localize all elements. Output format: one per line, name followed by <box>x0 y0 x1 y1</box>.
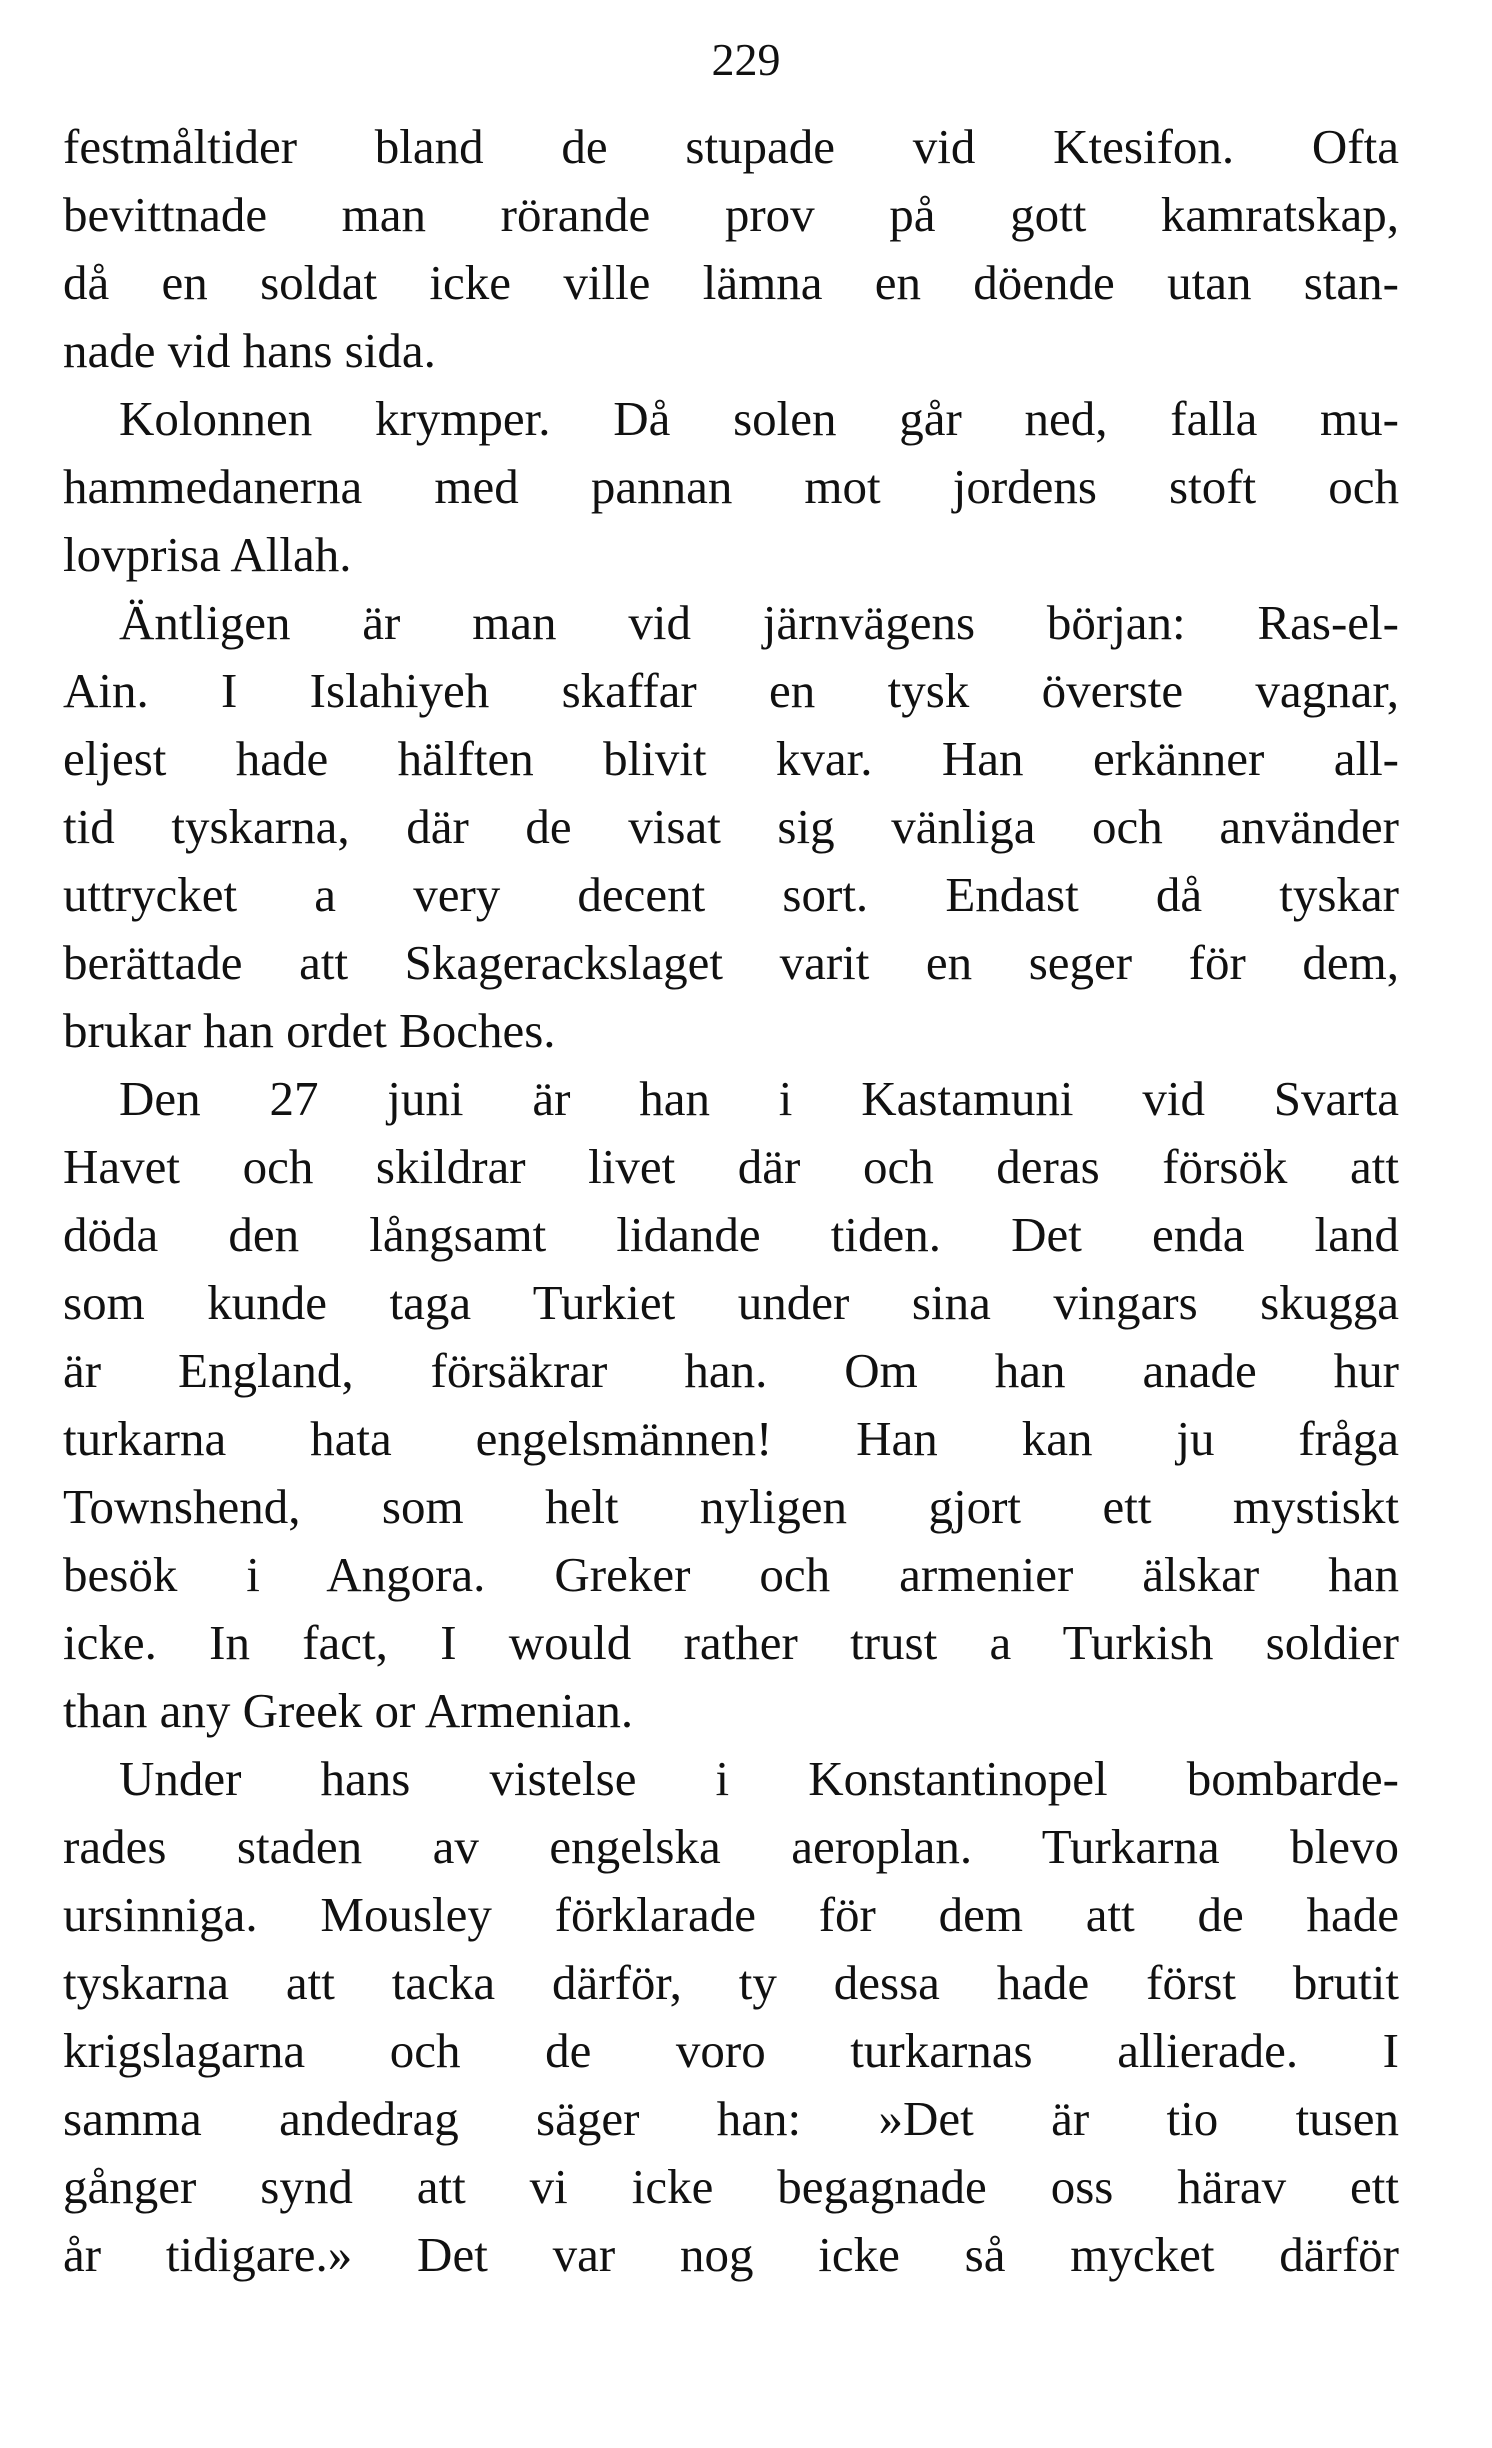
text-line: som kunde taga Turkiet under sina vingars skugga <box>63 1275 1399 1330</box>
text-line: brukar han ordet Boches. <box>63 1003 556 1058</box>
text-line: nade vid hans sida. <box>63 323 436 378</box>
text-line: Under hans vistelse i Konstantinopel bombarde- <box>119 1751 1399 1806</box>
text-line: tyskarna att tacka därför, ty dessa hade först brutit <box>63 1955 1399 2010</box>
text-line: bevittnade man rörande prov på gott kamratskap, <box>63 187 1399 242</box>
text-line: Kolonnen krymper. Då solen går ned, falla mu- <box>119 391 1399 446</box>
text-line: Townshend, som helt nyligen gjort ett mystiskt <box>63 1479 1399 1534</box>
text-line: berättade att Skagerackslaget varit en seger för dem, <box>63 935 1399 990</box>
text-line: turkarna hata engelsmännen! Han kan ju fråga <box>63 1411 1399 1466</box>
text-line: Havet och skildrar livet där och deras försök att <box>63 1139 1399 1194</box>
text-line: Ain. I Islahiyeh skaffar en tysk överste vagnar, <box>63 663 1399 718</box>
text-line: krigslagarna och de voro turkarnas allierade. I <box>63 2023 1399 2078</box>
text-line: samma andedrag säger han: »Det är tio tusen <box>63 2091 1399 2146</box>
text-line: gånger synd att vi icke begagnade oss härav ett <box>63 2159 1399 2214</box>
text-line: tid tyskarna, där de visat sig vänliga och använder <box>63 799 1399 854</box>
text-line: lovprisa Allah. <box>63 527 352 582</box>
text-line: år tidigare.» Det var nog icke så mycket därför <box>63 2227 1399 2282</box>
text-line: Äntligen är man vid järnvägens början: Ras-el- <box>119 595 1399 650</box>
text-line: besök i Angora. Greker och armenier älskar han <box>63 1547 1399 1602</box>
text-line: ursinniga. Mousley förklarade för dem att de hade <box>63 1887 1399 1942</box>
text-line: uttrycket a very decent sort. Endast då tyskar <box>63 867 1399 922</box>
text-line: döda den långsamt lidande tiden. Det enda land <box>63 1207 1399 1262</box>
body-text <box>63 113 1399 2289</box>
text-line: rades staden av engelska aeroplan. Turkarna blevo <box>63 1819 1399 1874</box>
page-number: 229 <box>711 34 781 85</box>
text-line: hammedanerna med pannan mot jordens stoft och <box>63 459 1399 514</box>
text-line: festmåltider bland de stupade vid Ktesifon. Ofta <box>63 119 1399 174</box>
text-line: than any Greek or Armenian. <box>63 1683 634 1738</box>
text-line: då en soldat icke ville lämna en döende utan stan- <box>63 255 1399 310</box>
text-line: Den 27 juni är han i Kastamuni vid Svarta <box>119 1071 1399 1126</box>
text-line: är England, försäkrar han. Om han anade hur <box>63 1343 1399 1398</box>
text-line: icke. In fact, I would rather trust a Turkish soldier <box>63 1615 1399 1670</box>
text-line: eljest hade hälften blivit kvar. Han erkänner all- <box>63 731 1399 786</box>
